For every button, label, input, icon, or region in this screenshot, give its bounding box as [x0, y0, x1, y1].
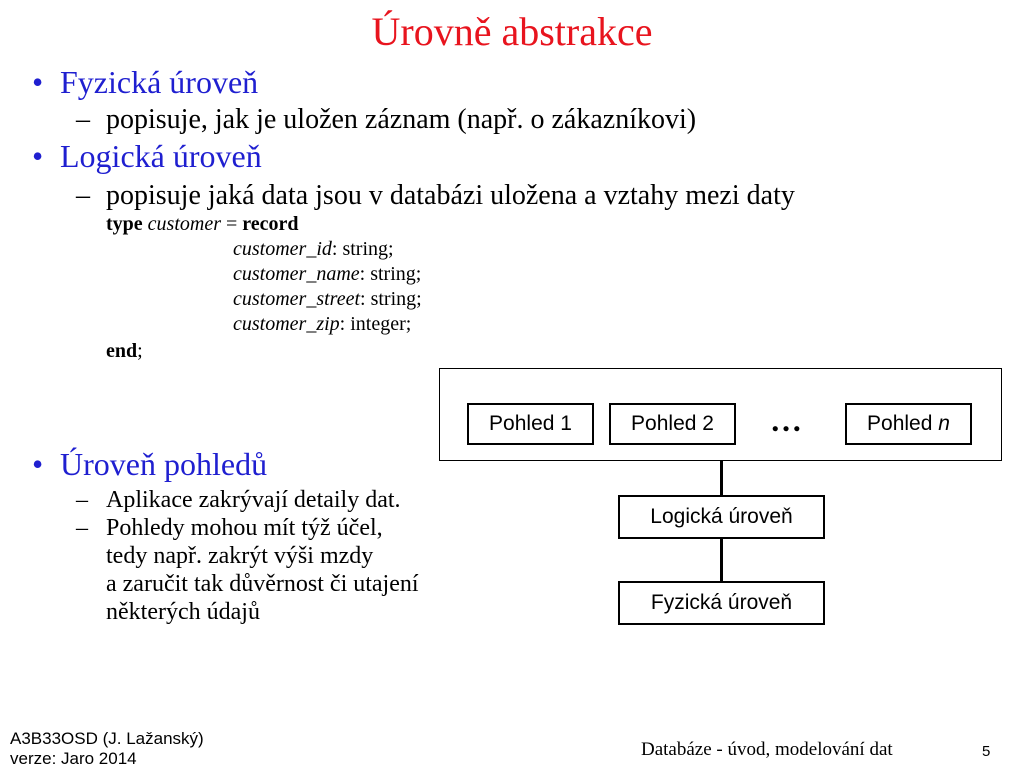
page-number: 5	[982, 743, 991, 760]
code-keyword-type: type	[106, 213, 143, 235]
connector-logical-to-physical	[720, 539, 723, 581]
sub-logical	[76, 180, 795, 212]
code-equals: =	[221, 213, 243, 235]
sub-physical-text: popisuje, jak je uložen záznam (např. o zákazníkovi)	[106, 104, 697, 135]
code-field-type: : string;	[331, 238, 394, 260]
footer-version: verze: Jaro 2014	[10, 749, 137, 768]
sub-views-text: Aplikace zakrývají detaily dat.	[106, 487, 401, 513]
sub-logical-text: popisuje jaká data jsou v databázi uložena a vztahy mezi daty	[106, 180, 795, 211]
diagram-view-1-box: Pohled 1	[467, 403, 594, 445]
connector-views-to-logical	[720, 461, 723, 495]
bullet-views-heading: Úroveň pohledů	[60, 446, 268, 482]
sub-views-1	[76, 487, 401, 514]
dash-marker: –	[76, 104, 90, 135]
sub-views-line: tedy např. zakrýt výši mzdy	[106, 543, 374, 569]
code-field-type: : string;	[359, 263, 422, 285]
sub-physical	[76, 104, 697, 136]
code-field-name: customer_street	[233, 288, 361, 310]
dash-marker: –	[76, 487, 88, 513]
code-field	[233, 238, 394, 261]
bullet-dot: •	[32, 138, 44, 174]
bullet-logical-heading: Logická úroveň	[60, 138, 262, 174]
code-field-name: customer_zip	[233, 313, 340, 335]
diagram-ellipsis: …	[770, 402, 802, 438]
dash-marker: –	[76, 515, 88, 541]
bullet-logical-level	[32, 138, 262, 175]
diagram-logical-box: Logická úroveň	[618, 495, 825, 539]
slide-title: Úrovně abstrakce	[371, 9, 653, 54]
sub-views-2	[76, 515, 383, 542]
sub-views-line: některých údajů	[106, 599, 260, 625]
code-field-type: : string;	[360, 288, 422, 310]
code-end-semicolon: ;	[137, 340, 143, 362]
code-field-name: customer_id	[233, 238, 332, 260]
code-type-name: customer	[147, 213, 221, 235]
diagram-view-2-box: Pohled 2	[609, 403, 736, 445]
code-field-type: : integer;	[339, 313, 412, 335]
code-keyword-end: end	[106, 340, 138, 362]
code-field	[233, 288, 422, 311]
footer-course: A3B33OSD (J. Lažanský)	[10, 729, 204, 748]
view-n-prefix: Pohled	[867, 412, 939, 435]
code-type-line	[106, 213, 299, 236]
code-field-name: customer_name	[233, 263, 360, 285]
bullet-physical-heading: Fyzická úroveň	[60, 64, 259, 100]
code-field	[233, 313, 411, 336]
bullet-dot: •	[32, 64, 44, 100]
code-keyword-record: record	[242, 213, 299, 235]
bullet-dot: •	[32, 446, 44, 482]
dash-marker: –	[76, 180, 90, 211]
view-n-variable: n	[938, 412, 950, 435]
sub-views-line: a zaručit tak důvěrnost či utajení	[106, 571, 419, 597]
footer-subject: Databáze - úvod, modelování dat	[641, 739, 893, 760]
diagram-physical-box: Fyzická úroveň	[618, 581, 825, 625]
code-field	[233, 263, 421, 286]
diagram-view-n-box	[845, 403, 972, 445]
bullet-physical-level	[32, 64, 259, 101]
sub-views-text: Pohledy mohou mít týž účel,	[106, 515, 383, 541]
code-end-line	[106, 340, 143, 363]
bullet-view-level	[32, 446, 268, 483]
